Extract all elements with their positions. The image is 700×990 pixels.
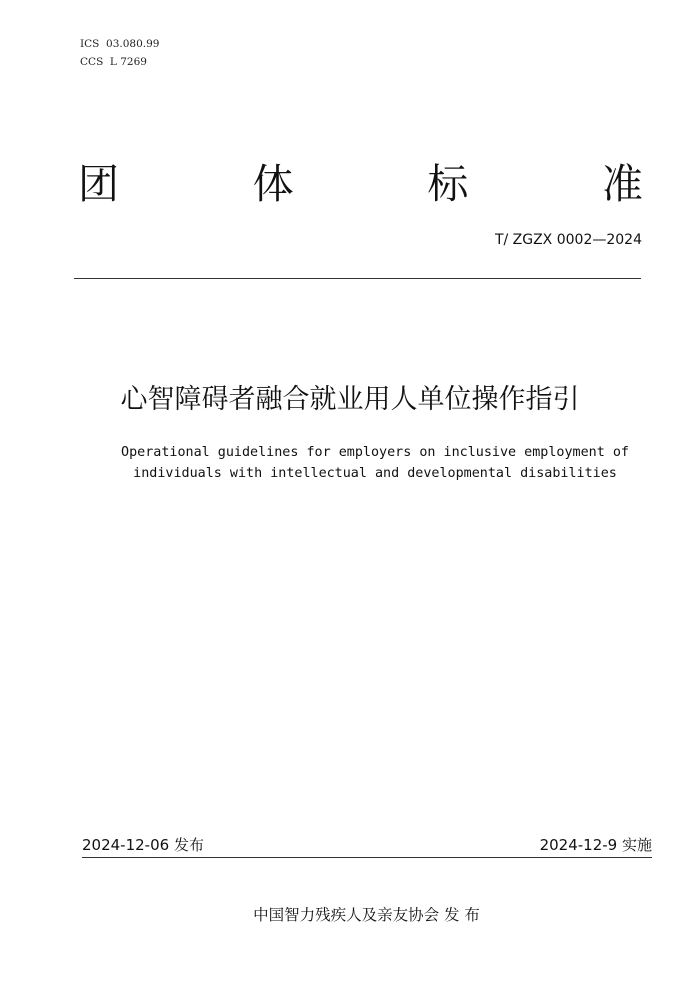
standard-number: T/ ZGZX 0002—2024 — [494, 232, 642, 248]
issuing-organization: 中国智力残疾人及亲友协会 发 布 — [253, 906, 480, 924]
english-title-line: Operational guidelines for employers on inclusive employment of — [121, 445, 629, 460]
standard-type-char: 团 — [78, 160, 119, 208]
implementation-date: 2024-12-9 实施 — [539, 836, 652, 854]
standard-type-char: 体 — [252, 160, 294, 208]
document-title-english — [80, 442, 670, 484]
document-title-chinese: 心智障碍者融合就业用人单位操作指引 — [120, 384, 580, 415]
top-divider — [74, 278, 641, 279]
english-title-line: individuals with intellectual and developmental disabilities — [133, 466, 617, 481]
classification-codes — [80, 35, 160, 71]
ics-code: ICS 03.080.99 — [80, 38, 160, 50]
ccs-code: CCS L 7269 — [80, 56, 147, 68]
issue-date: 2024-12-06 发布 — [82, 836, 204, 854]
standard-type-char: 准 — [601, 160, 643, 208]
standard-type-heading — [78, 158, 643, 210]
standard-type-char: 标 — [427, 160, 469, 208]
bottom-divider — [82, 857, 652, 858]
